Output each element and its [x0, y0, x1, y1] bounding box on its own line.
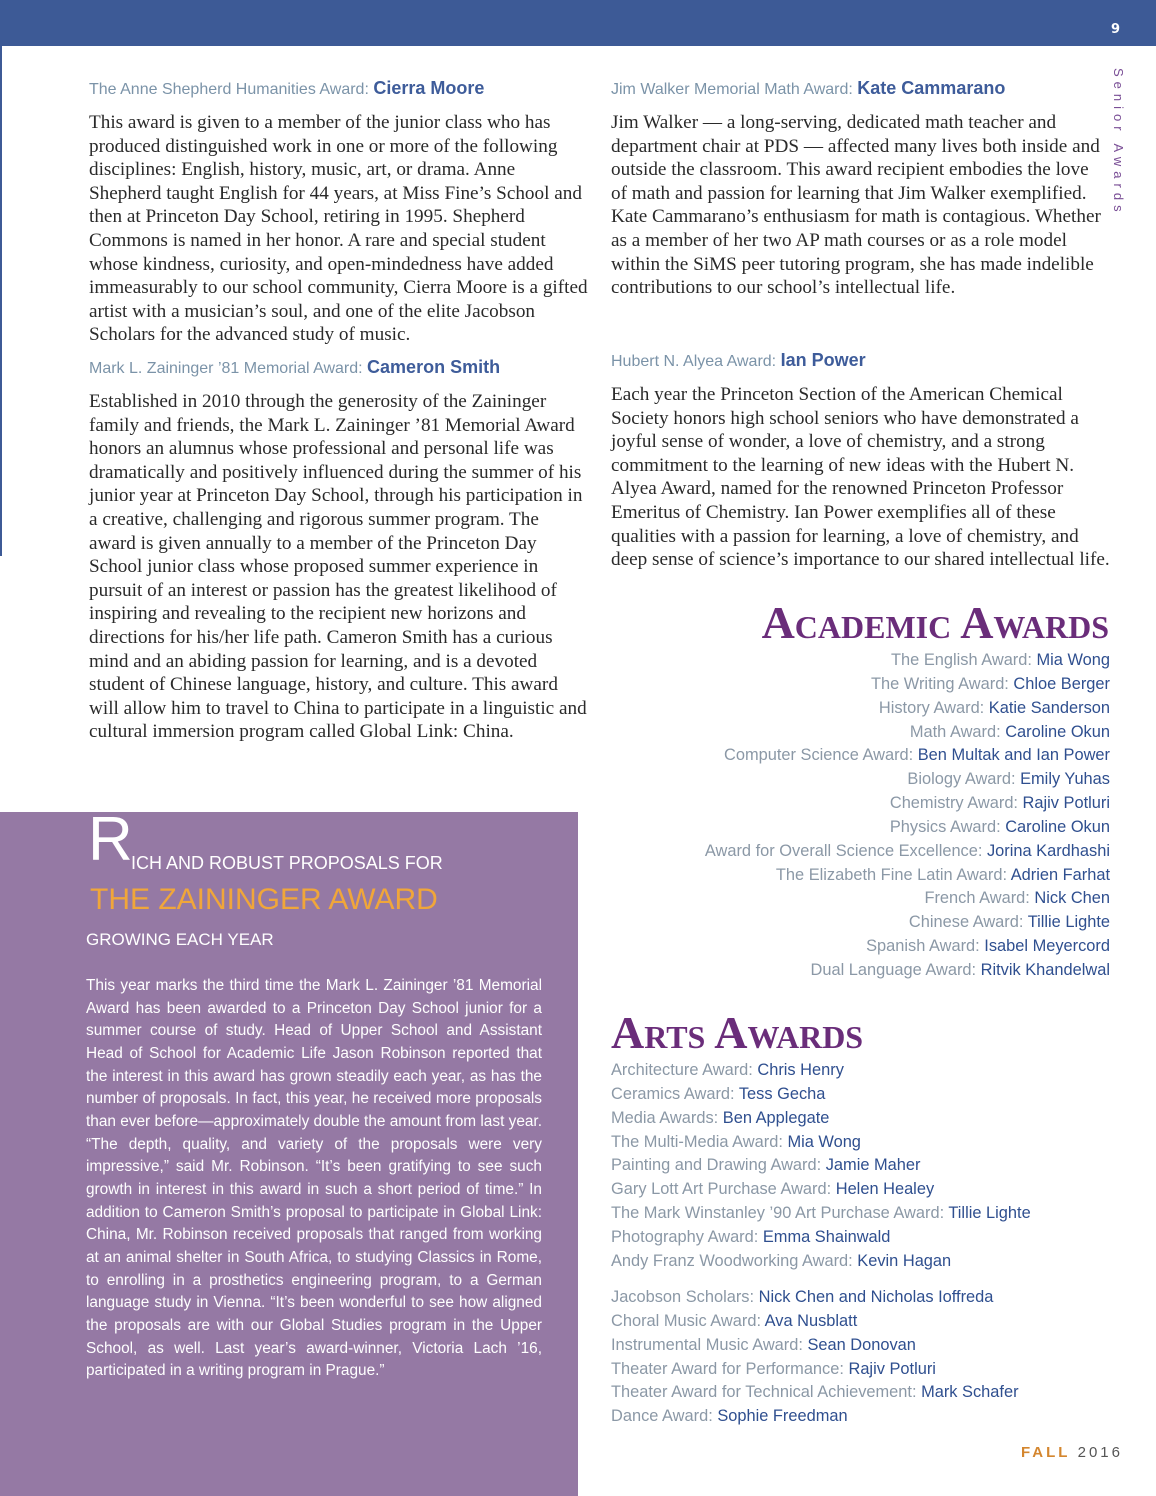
award-list-recipient: Tillie Lighte [948, 1204, 1031, 1223]
award-list-recipient: Nick Chen [1034, 889, 1110, 908]
award-list-recipient: Ritvik Khandelwal [980, 960, 1110, 979]
award-list-item [611, 1310, 1019, 1334]
award-list-label: Dual Language Award: [810, 960, 981, 979]
award-list-item [705, 911, 1110, 935]
award-block-zaininger [89, 357, 589, 744]
music-awards-list [611, 1286, 1019, 1429]
award-list-label: Chemistry Award: [889, 794, 1023, 813]
award-list-label: Physics Award: [889, 817, 1006, 836]
award-list-label: Ceramics Award: [611, 1084, 739, 1103]
award-list-label: Jacobson Scholars: [611, 1288, 759, 1306]
award-list-label: Theater Award for Performance: [611, 1359, 849, 1378]
page-number: 9 [1110, 22, 1120, 37]
award-recipient: Cameron Smith [367, 357, 501, 377]
award-list-label: The English Award: [891, 651, 1037, 669]
award-list-label: Computer Science Award: [724, 746, 918, 765]
award-label: Hubert N. Alyea Award: [611, 353, 781, 370]
award-block-humanities [89, 78, 589, 347]
award-label: The Anne Shepherd Humanities Award: [89, 81, 374, 98]
award-list-recipient: Rajiv Potluri [848, 1359, 936, 1378]
award-list-recipient: Mia Wong [787, 1132, 861, 1151]
sidebar-subtitle: GROWING EACH YEAR [86, 930, 274, 949]
award-list-item [611, 1250, 1031, 1274]
award-list-item [705, 840, 1110, 864]
award-list-item [611, 1226, 1031, 1250]
award-list-label: Biology Award: [907, 770, 1021, 789]
award-list-item [705, 792, 1110, 816]
award-label: Jim Walker Memorial Math Award: [611, 81, 858, 98]
award-list-recipient: Helen Healey [835, 1180, 935, 1199]
award-list-item [611, 1381, 1019, 1405]
award-list-item [705, 935, 1110, 959]
award-list-label: Gary Lott Art Purchase Award: [611, 1180, 836, 1199]
award-list-label: The Mark Winstanley ’90 Art Purchase Award: [611, 1204, 949, 1223]
award-list-label: Andy Franz Woodworking Award: [611, 1251, 858, 1270]
award-list-item [611, 1202, 1031, 1226]
award-block-alyea [611, 350, 1111, 572]
award-list-recipient: Jorina Kardhashi [986, 841, 1110, 860]
award-description: This award is given to a member of the junior class who has produced distinguished work in one or more of the following disciplines: English, history, music, art, or drama. Anne Shepherd taught English for 44 years, at Miss Fine’s School and then at Princeton Day School, retiring in 1995. Shepherd Commons is named in her honor. A rare and special student whose kindness, curiosity, and open-mindedness have added immeasurably to our school community, Cierra Moore is a gifted artist with a musician’s soul, and one of the elite Jacobson Scholars for the advanced study of music. [89, 112, 588, 346]
award-label: Mark L. Zaininger ’81 Memorial Award: [89, 360, 368, 377]
award-list-recipient: Caroline Okun [1005, 722, 1110, 741]
award-list-item [611, 1131, 1031, 1155]
footer-year: 2016 [1077, 1444, 1123, 1461]
award-list-recipient: Tillie Lighte [1027, 913, 1110, 932]
award-list-item [611, 1358, 1019, 1382]
section-side-label: Senior Awards [1111, 68, 1126, 217]
award-list-item [611, 1286, 1019, 1310]
sidebar-body: This year marks the third time the Mark L. Zaininger ’81 Memorial Award has been awarded to a Princeton Day School junior for a summer course of study. Head of Upper School and Assistant Head of School for Academic Life Jason Robinson reported that the interest in this award has grown steadily each year, as has the number of proposals. In fact, this year, he received more proposals than ever before—approximately double the amount from last year. “The depth, quality, and variety of the proposals were very impressive,” said Mr. Robinson. “It’s been gratifying to see such growth in interest in this award in such a short period of time.” In addition to Cameron Smith’s proposal to participate in Global Link: China, Mr. Robinson received proposals that ranged from working at an animal shelter in South Africa, to studying Classics in Rome, to enrolling in a prosthetics engineering program, to a German language study in Vienna. “It’s been wonderful to see how aligned the proposals are with our Global Studies program in the Upper School, as well. Last year’s award-winner, Victoria Lach ’16, participated in a writing program in Prague.” [86, 977, 542, 1380]
award-list-recipient: Mark Schafer [921, 1383, 1019, 1402]
footer-issue [1021, 1444, 1123, 1461]
award-list-label: Theater Award for Technical Achievement: [611, 1383, 922, 1402]
award-list-label: Math Award: [909, 722, 1006, 741]
arts-awards-list [611, 1059, 1031, 1274]
academic-awards-title: Academic Awards [761, 597, 1109, 648]
award-recipient: Cierra Moore [373, 78, 485, 98]
award-list-item [705, 816, 1110, 840]
award-list-label: French Award: [924, 889, 1035, 908]
award-list-recipient: Katie Sanderson [988, 698, 1110, 717]
award-list-label: Media Awards: [611, 1108, 723, 1127]
academic-awards-list [705, 649, 1110, 983]
award-description: Each year the Princeton Section of the American Chemical Society honors high school seniors who have demonstrated a joyful sense of wonder, a love of chemistry, and a strong commitment to the learning of new ideas with the Hubert N. Alyea Award, named for the renowned Princeton Professor Emeritus of Chemistry. Ian Power exemplifies all of these qualities with a passion for learning, a love of chemistry, and deep sense of science’s importance to our shared intellectual life. [611, 384, 1110, 571]
drop-cap: R [88, 805, 133, 874]
award-list-item [705, 768, 1110, 792]
award-list-item [705, 721, 1110, 745]
award-list-recipient: Chris Henry [757, 1061, 844, 1079]
award-recipient: Kate Cammarano [857, 78, 1006, 98]
award-list-item [611, 1059, 1031, 1083]
header-bar [0, 0, 1156, 46]
sidebar-title-highlight: THE ZAININGER AWARD [90, 883, 438, 916]
award-list-item [611, 1334, 1019, 1358]
award-description: Jim Walker — a long-serving, dedicated math teacher and department chair at PDS — affected many lives both inside and outside the classroom. This award recipient embodies the love of math and passion for learning that Jim Walker exemplified. Kate Cammarano’s enthusiasm for math is contagious. Whether as a member of her two AP math courses or as a role model within the SiMS peer tutoring program, she has made indelible contributions to our school’s intellectual life. [611, 112, 1101, 299]
award-block-math [611, 78, 1106, 300]
award-list-recipient: Rajiv Potluri [1022, 794, 1110, 813]
award-list-recipient: Sophie Freedman [717, 1407, 848, 1426]
award-list-label: The Writing Award: [871, 674, 1014, 693]
award-heading [611, 78, 1106, 99]
award-list-label: Spanish Award: [866, 937, 985, 956]
award-list-recipient: Adrien Farhat [1010, 865, 1110, 884]
award-list-recipient: Tess Gecha [738, 1084, 826, 1103]
award-list-item [705, 744, 1110, 768]
award-list-label: Chinese Award: [908, 913, 1028, 932]
award-list-recipient: Ava Nusblatt [764, 1311, 858, 1330]
award-list-label: The Elizabeth Fine Latin Award: [775, 865, 1011, 884]
arts-awards-title: Arts Awards [611, 1007, 864, 1058]
award-list-label: History Award: [878, 698, 989, 717]
award-list-recipient: Isabel Meyercord [984, 937, 1110, 956]
award-list-recipient: Nick Chen and Nicholas Ioffreda [758, 1288, 994, 1306]
award-list-recipient: Emily Yuhas [1020, 770, 1110, 789]
award-list-label: Architecture Award: [611, 1061, 758, 1079]
award-list-item [611, 1178, 1031, 1202]
award-heading [89, 357, 589, 378]
award-list-recipient: Jamie Maher [825, 1156, 921, 1175]
award-list-item [705, 673, 1110, 697]
award-list-label: The Multi-Media Award: [611, 1132, 788, 1151]
award-list-item [705, 959, 1110, 983]
award-list-label: Photography Award: [611, 1227, 763, 1246]
award-list-recipient: Emma Shainwald [762, 1227, 891, 1246]
award-list-recipient: Ben Applegate [722, 1108, 830, 1127]
award-list-item [705, 697, 1110, 721]
award-list-label: Dance Award: [611, 1407, 718, 1426]
award-list-item [705, 887, 1110, 911]
left-rule [0, 46, 2, 556]
award-list-label: Choral Music Award: [611, 1311, 765, 1330]
award-list-item [611, 1083, 1031, 1107]
award-recipient: Ian Power [780, 350, 866, 370]
award-list-item [705, 649, 1110, 673]
award-list-label: Painting and Drawing Award: [611, 1156, 826, 1175]
award-list-item [611, 1405, 1019, 1429]
award-heading [89, 78, 589, 99]
award-list-recipient: Sean Donovan [807, 1335, 916, 1354]
sidebar-title: ICH AND ROBUST PROPOSALS FOR [131, 853, 443, 873]
award-list-item [705, 864, 1110, 888]
award-list-label: Instrumental Music Award: [611, 1335, 808, 1354]
award-list-label: Award for Overall Science Excellence: [704, 841, 987, 860]
award-heading [611, 350, 1111, 371]
award-list-item [611, 1154, 1031, 1178]
footer-season: FALL [1020, 1444, 1071, 1461]
award-description: Established in 2010 through the generosity of the Zaininger family and friends, the Mark L. Zaininger ’81 Memorial Award honors an alumnus whose professional and personal life was dramatically and positively influenced during the summer of his junior year at Princeton Day School, through his participation in a creative, challenging and rigorous summer program. The award is given annually to a member of the Princeton Day School junior class whose proposed summer experience in pursuit of an interest or passion has the greatest likelihood of inspiring and revealing to the recipient new horizons and directions for his/her life path. Cameron Smith has a curious mind and an abiding passion for learning, and is a devoted student of Chinese language, history, and culture. This award will allow him to travel to China to participate in a linguistic and cultural immersion program called Global Link: China. [89, 391, 587, 743]
award-list-item [611, 1107, 1031, 1131]
award-list-recipient: Caroline Okun [1005, 817, 1110, 836]
award-list-recipient: Ben Multak and Ian Power [917, 746, 1110, 765]
award-list-recipient: Kevin Hagan [857, 1251, 952, 1270]
award-list-recipient: Chloe Berger [1013, 674, 1110, 693]
award-list-recipient: Mia Wong [1036, 651, 1110, 669]
